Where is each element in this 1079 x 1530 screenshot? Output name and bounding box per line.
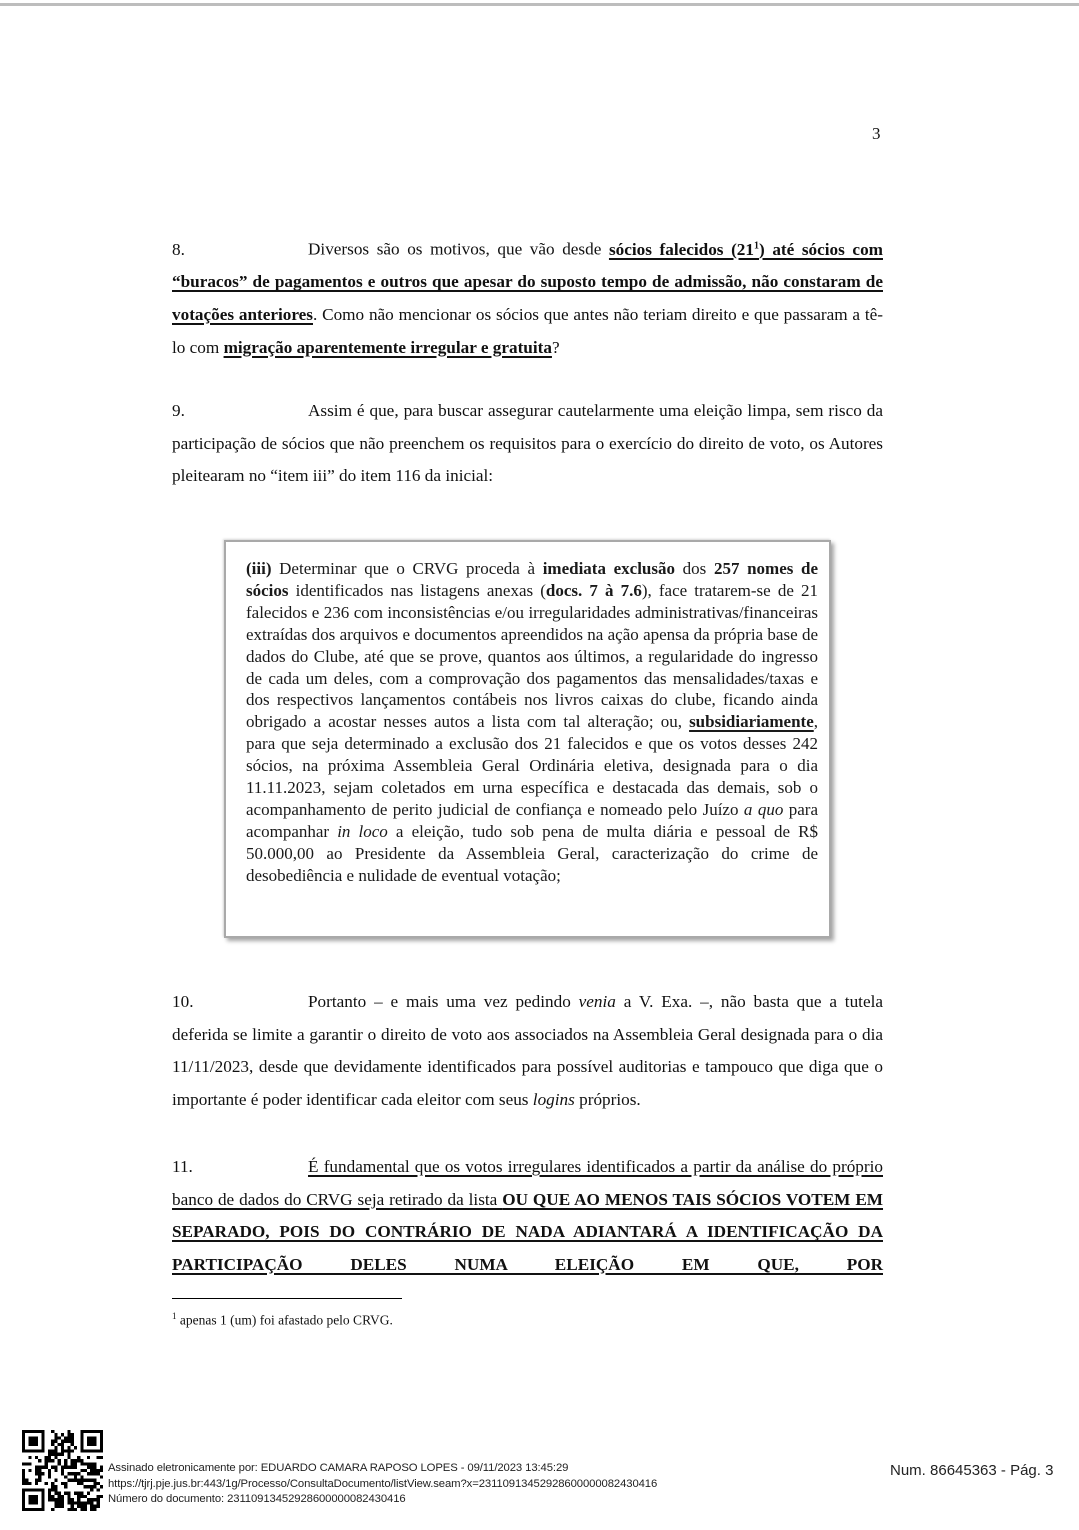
- italic-text: a quo: [743, 799, 784, 819]
- text: Assim é que, para buscar assegurar cautelarmente uma eleição limpa, sem risco da participação de sócios que não preenchem os requisitos para o exercício do direito de voto, os Autores pleitearam no “item iii” do item 116 da inicial:: [172, 401, 883, 486]
- text: ) até sócios com “buracos” de pagamentos e outros que apesar do suposto tempo de admissão, não constaram de votações anteriores: [172, 239, 883, 324]
- paragraph-number: 11.: [172, 1157, 193, 1176]
- item-marker: (iii): [246, 559, 272, 578]
- footnote-ref[interactable]: 1: [754, 240, 759, 251]
- underlined-text: É fundamental que os votos irregulares identificados a partir da análise do próprio banco de dados do CRVG seja retirado da lista: [172, 1157, 883, 1209]
- footnote-marker: 1: [172, 1311, 177, 1321]
- text: . Como não mencionar os sócios que antes não teriam direito e que passaram a tê-lo com: [172, 304, 883, 357]
- emphasis-text: migração aparentemente irregular e gratuita: [223, 337, 552, 357]
- text: , para que seja determinado a exclusão dos 21 falecidos e que os votos desses 242 sócios, na próxima Assembleia Geral Ordinária eletiva, designada para o dia 11.11.2023, sejam coletados em urna específica e destacada das demais, sob o acompanhamento de perito judicial de confiança e nomeado pelo Juízo: [246, 712, 818, 819]
- text: a eleição, tudo sob pena de multa diária e pessoal de R$ 50.000,00 ao Presidente da Assembleia Geral, caracterização do crime de desobediência e nulidade de eventual votação;: [246, 821, 818, 885]
- text: identificados nas listagens anexas (: [288, 580, 546, 600]
- text: sócios falecidos (21: [608, 239, 754, 259]
- paragraph-10: [172, 986, 883, 1116]
- footnote: [172, 1311, 393, 1329]
- signed-by: Assinado eletronicamente por: EDUARDO CAMARA RAPOSO LOPES - 09/11/2023 13:45:29: [108, 1462, 569, 1474]
- bold-text: 257 nomes de sócios: [246, 559, 819, 600]
- italic-text: in loco: [337, 821, 388, 841]
- document-url[interactable]: https://tjrj.pje.jus.br:443/1g/Processo/ConsultaDocumento/listView.seam?x=23110913452928600000082430416: [108, 1477, 658, 1490]
- paragraph-number: 9.: [172, 401, 185, 420]
- text: para acompanhar: [246, 799, 818, 841]
- document-number: Número do documento: 23110913452928600000082430416: [108, 1493, 406, 1505]
- bold-text: docs. 7 à 7.6: [545, 580, 642, 600]
- bold-underlined-text: OU QUE AO MENOS TAIS SÓCIOS VOTEM EM SEPARADO, POIS DO CONTRÁRIO DE NADA ADIANTARÁ A IDENTIFICAÇÃO DA PARTICIPAÇÃO DELES NUMA ELEIÇÃO EM QUE, POR: [172, 1189, 884, 1274]
- text: próprios.: [574, 1089, 641, 1109]
- footnote-divider: [172, 1298, 402, 1299]
- italic-text: venia: [578, 992, 616, 1011]
- text: Determinar que o CRVG proceda à: [271, 559, 543, 578]
- paragraph-number: 10.: [172, 992, 194, 1011]
- paragraph-11: [172, 1151, 883, 1281]
- text: Diversos são os motivos, que vão desde: [308, 239, 609, 259]
- italic-text: logins: [532, 1089, 575, 1109]
- quoted-text: [246, 558, 818, 887]
- signature-block: [108, 1461, 657, 1508]
- text: Portanto – e mais uma vez pedindo: [308, 992, 579, 1011]
- qr-code-icon[interactable]: [22, 1430, 103, 1511]
- quoted-request-box: [224, 540, 831, 938]
- footnote-text: apenas 1 (um) foi afastado pelo CRVG.: [176, 1312, 393, 1328]
- bold-text: imediata exclusão: [542, 559, 676, 578]
- paragraph-9: [172, 395, 883, 493]
- document-page-id: Num. 86645363 - Pág. 3: [890, 1462, 1054, 1479]
- text: ?: [551, 337, 560, 357]
- text: dos: [675, 559, 714, 578]
- text: a V. Exa. –, não basta que a tutela deferida se limite a garantir o direito de voto aos associados na Assembleia Geral designada para o dia 11/11/2023, desde que devidamente identificados para possível auditorias e tampouco que diga que o importante é poder identificar cada eleitor com seus: [172, 992, 883, 1109]
- bold-underlined-text: subsidiariamente: [689, 712, 814, 732]
- page-number: 3: [872, 124, 881, 143]
- paragraph-8: [172, 230, 883, 364]
- top-divider: [0, 3, 1079, 6]
- paragraph-number: 8.: [172, 239, 185, 259]
- text: ), face tratarem-se de 21 falecidos e 236 com inconsistências e/ou irregularidades administrativas/financeiras extraídas dos arquivos e documentos apreendidos na ação apensa da própria base de dados do Clube, até que se prove, quantos aos últimos, a regularidade do ingresso de cada um deles, com a comprovação dos pagamentos das mensalidades/taxas e dos respectivos lançamentos contábeis nos livros caixas do clube, ficando ainda obrigado a acostar nesses autos a lista com tal alteração; ou,: [246, 580, 818, 732]
